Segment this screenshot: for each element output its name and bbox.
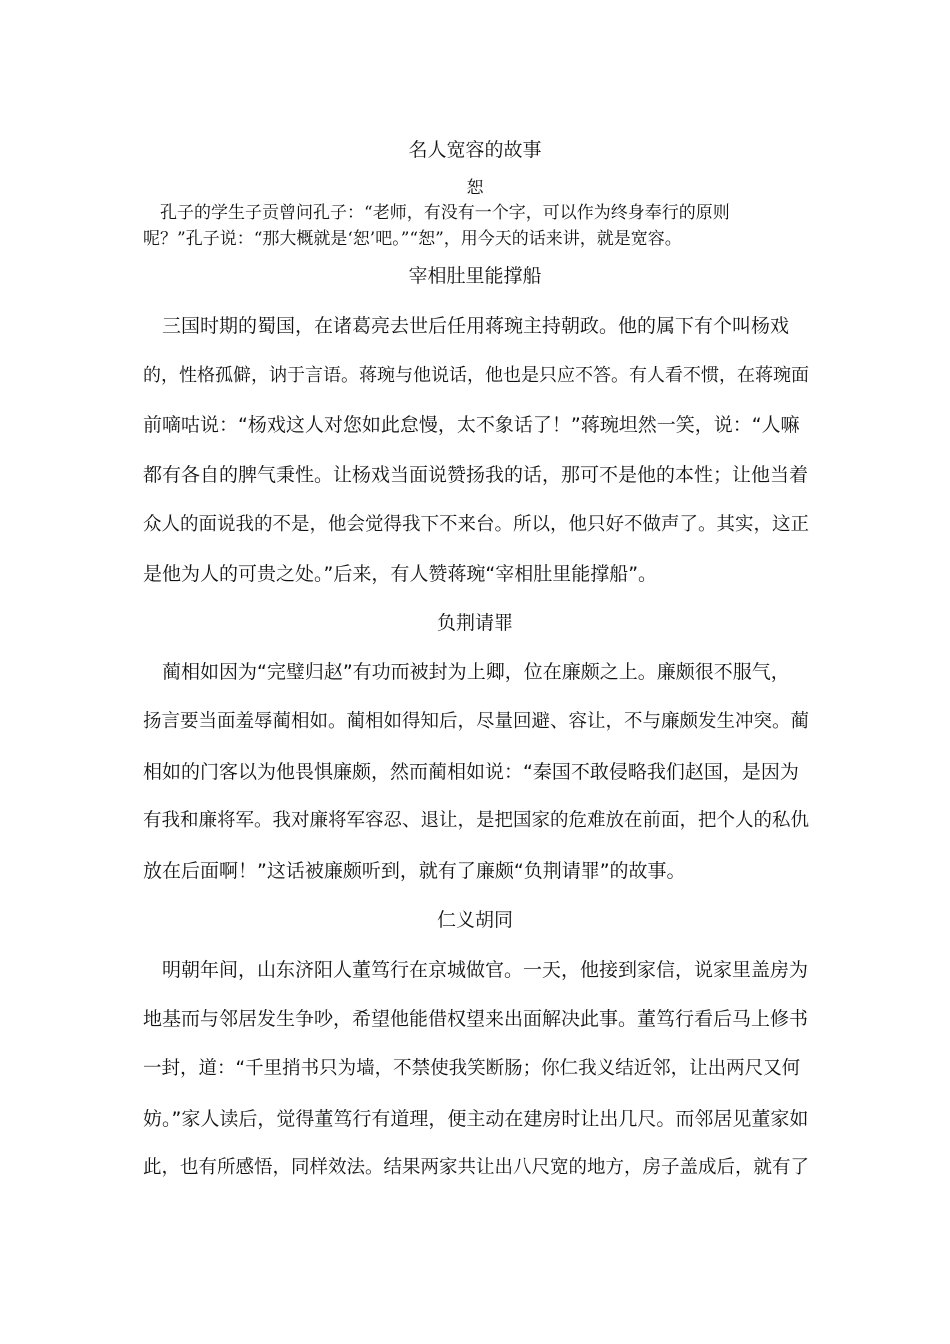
document-title: 名人宽容的故事 — [408, 139, 542, 161]
section-heading-renyi: 仁义胡同 — [436, 909, 513, 931]
paragraph-line: 众人的面说我的不是，他会觉得我下不来台。所以，他只好不做声了。其实，这正 — [143, 514, 810, 535]
paragraph-line: 放在后面啊！”这话被廉颇听到，就有了廉颇“负荆请罪”的故事。 — [143, 860, 686, 882]
paragraph-line: 是他为人的可贵之处。”后来，有人赞蒋琬“宰相肚里能撑船”。 — [143, 563, 658, 585]
paragraph-line: 三国时期的蜀国，在诸葛亮去世后任用蒋琬主持朝政。他的属下有个叫杨戏 — [143, 315, 790, 337]
paragraph-line: 蔺相如因为“完璧归赵”有功而被封为上卿，位在廉颇之上。廉颇很不服气， — [143, 661, 790, 683]
paragraph-line: 都有各自的脾气秉性。让杨戏当面说赞扬我的话，那可不是他的本性；让他当着 — [143, 464, 809, 486]
paragraph-line: 有我和廉将军。我对廉将军容忍、退让，是把国家的危难放在前面，把个人的私仇 — [143, 810, 810, 831]
section-heading-zaixiang: 宰相肚里能撑船 — [408, 265, 542, 287]
section-heading-shu: 恕 — [466, 178, 484, 198]
paragraph-line: 此，也有所感悟，同样效法。结果两家共让出八尺宽的地方，房子盖成后，就有了 — [143, 1157, 810, 1178]
paragraph-line: 地基而与邻居发生争吵，希望他能借权望来出面解决此事。董笃行看后马上修书 — [143, 1008, 809, 1030]
section-heading-fujing: 负荆请罪 — [436, 612, 513, 634]
paragraph-line: 相如的门客以为他畏惧廉颇，然而蔺相如说：“秦国不敢侵略我们赵国，是因为 — [143, 761, 799, 783]
paragraph-line: 妨。”家人读后，觉得董笃行有道理，便主动在建房时让出几尺。而邻居见董家如 — [143, 1108, 809, 1130]
paragraph-line: 前嘀咕说：“杨戏这人对您如此怠慢，太不象话了！”蒋琬坦然一笑，说：“人嘛 — [143, 414, 800, 436]
paragraph-line: 一封，道：“千里捎书只为墙，不禁使我笑断肠；你仁我义结近邻，让出两尺又何 — [143, 1058, 801, 1079]
paragraph-line: 扬言要当面羞辱蔺相如。蔺相如得知后，尽量回避、容让，不与廉颇发生冲突。蔺 — [143, 711, 810, 732]
paragraph-line: 呢？”孔子说：“那大概就是‘恕’吧。”“恕”，用今天的话来讲，就是宽容。 — [143, 229, 682, 249]
paragraph-line: 明朝年间，山东济阳人董笃行在京城做官。一天，他接到家信，说家里盖房为 — [143, 959, 809, 981]
paragraph-line: 的，性格孤僻，讷于言语。蒋琬与他说话，他也是只应不答。有人看不惯，在蒋琬面 — [143, 365, 809, 386]
paragraph-line: 孔子的学生子贡曾问孔子：“老师，有没有一个字，可以作为终身奉行的原则 — [143, 203, 730, 223]
